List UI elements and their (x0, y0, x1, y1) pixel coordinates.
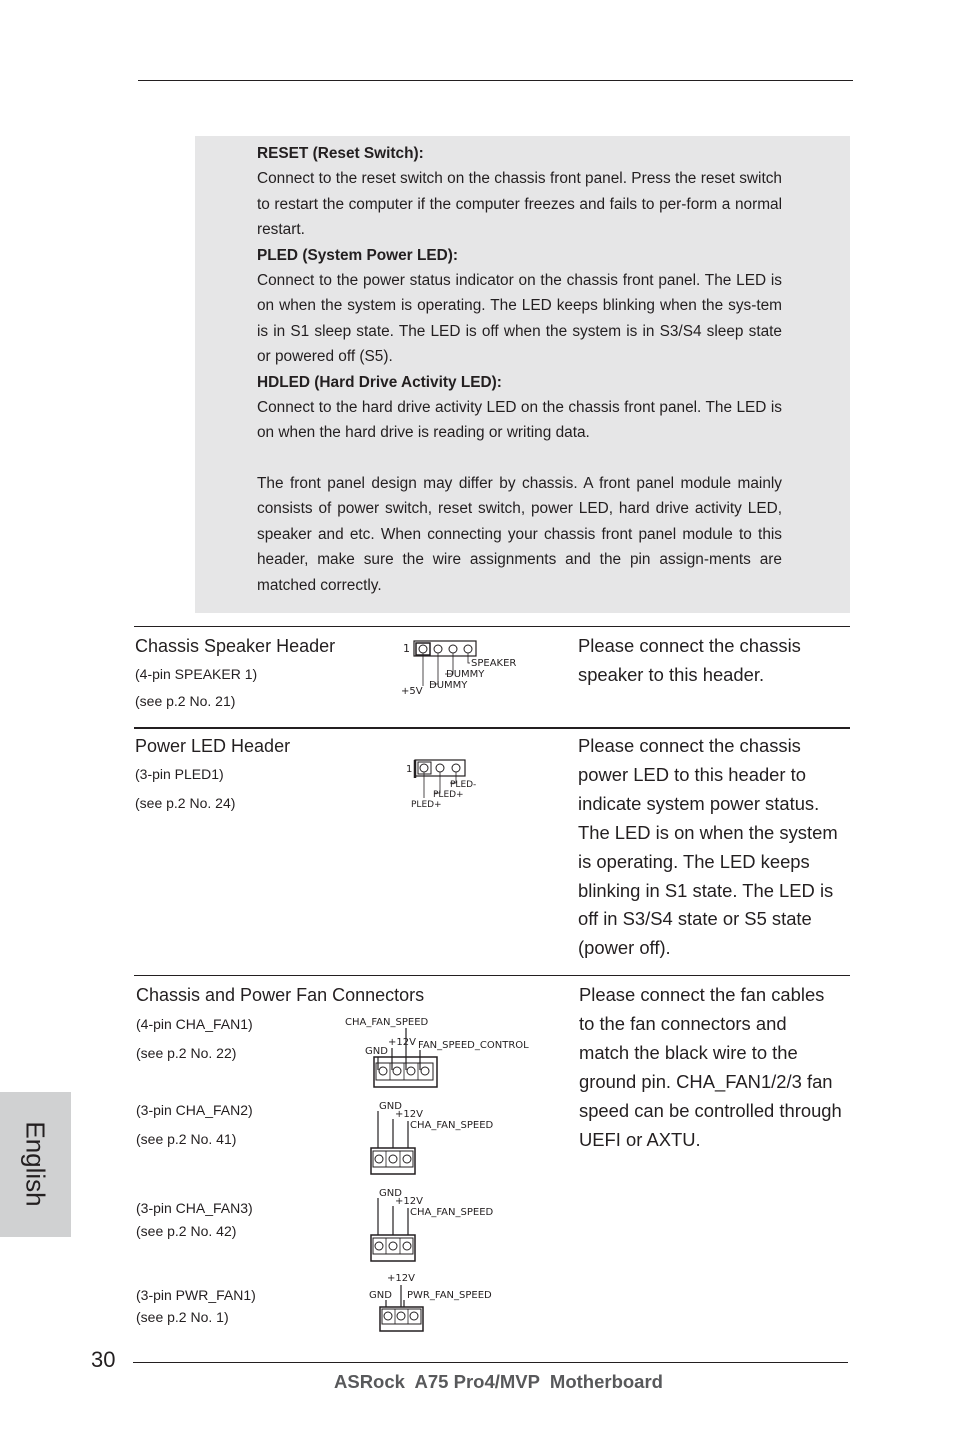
connector-slot (373, 1238, 413, 1254)
pled-desc-line: is operating. The LED keeps (578, 850, 810, 872)
pin (419, 645, 427, 653)
pin (436, 764, 444, 772)
fans-desc-line: Please connect the fan cables (579, 984, 825, 1005)
cha-fan1-ref: (see p.2 No. 22) (136, 1045, 237, 1061)
gnd-label: GND (379, 1101, 402, 1112)
pled-plus-label: PLED+ (433, 790, 464, 800)
top-rule (138, 80, 853, 81)
fans-desc-line: ground pin. CHA_FAN1/2/3 fan (579, 1070, 833, 1092)
pin (420, 764, 428, 772)
connector-slot (382, 1309, 421, 1324)
pled-header-diagram (400, 756, 490, 812)
reset-text: Connect to the reset switch on the chassis front panel. Press the reset switch to restart the computer if the computer freezes and fails to per-form a normal restart. (257, 170, 782, 239)
pin (421, 1067, 429, 1075)
cha-fan2-ref: (see p.2 No. 41) (136, 1131, 237, 1147)
pin (384, 1312, 392, 1320)
pled-desc-line: power LED to this header to (578, 763, 806, 785)
cha-fan2-diagram (365, 1098, 510, 1178)
product-name: ASRock A75 Pro4/MVP Motherboard (334, 1371, 663, 1392)
pled-desc-line: (power off). (578, 937, 671, 959)
pin (449, 645, 457, 653)
cha-fan3-diagram (365, 1185, 510, 1265)
dummy-pin-label: DUMMY (429, 680, 468, 691)
pin (407, 1067, 415, 1075)
panel-text: The front panel design may differ by chassis. A front panel module mainly consists of power switch, reset switch, power LED, hard drive activity LED, speaker and etc. When connecting your chassis front panel module to this header, make sure the wire assignments and the pin assign-ments are matched correctly. (257, 474, 782, 594)
pin (379, 1067, 387, 1075)
gnd-label: GND (379, 1188, 402, 1199)
pled-plus-label: PLED+ (411, 800, 442, 810)
wire (468, 653, 470, 663)
fans-description (579, 981, 869, 1154)
connector-slot (373, 1151, 413, 1167)
connector-slot (376, 1063, 433, 1080)
speaker-ref: (see p.2 No. 21) (135, 693, 236, 709)
pwr-fan1-pins: (3-pin PWR_FAN1) (136, 1287, 256, 1303)
speaker-pins: (4-pin SPEAKER 1) (135, 666, 258, 682)
fans-desc-line: match the black wire to the (579, 1041, 798, 1063)
plus12v-label: +12V (395, 1196, 423, 1207)
pin (397, 1312, 405, 1320)
pled-minus-label: PLED- (450, 780, 477, 790)
pled-pins: (3-pin PLED1) (135, 766, 224, 782)
language-label: English (20, 1121, 51, 1207)
fans-desc-line: UEFI or AXTU. (579, 1128, 701, 1150)
fans-title: Chassis and Power Fan Connectors (136, 985, 425, 1005)
pwr-fan1-ref: (see p.2 No. 1) (136, 1309, 229, 1325)
connector-housing (371, 1235, 415, 1261)
fans-desc-line: speed can be controlled through (579, 1099, 842, 1121)
pled-text: Connect to the power status indicator on the chassis front panel. The LED is on when the system is operating. The LED keeps blinking when the sys-tem is in S1 sleep state. The LED is off when the system is in S3/S4 sleep state or powered off (S5). (257, 272, 782, 366)
pled-desc-line: Please connect the chassis (578, 735, 801, 756)
pled-desc-line: The LED is on when the system (578, 821, 838, 843)
speed-label: PWR_FAN_SPEED (407, 1290, 492, 1301)
speaker-desc-line: speaker to this header. (578, 663, 765, 685)
speed-control-label: FAN_SPEED_CONTROL (418, 1040, 529, 1051)
fans-desc-line: to the fan connectors and (579, 1012, 787, 1034)
pin (410, 1312, 418, 1320)
pin1-label: 1 (403, 642, 410, 655)
speed-label: CHA_FAN_SPEED (410, 1207, 494, 1218)
language-tab (0, 1092, 71, 1237)
pin (464, 645, 472, 653)
cha-fan2-pins: (3-pin CHA_FAN2) (136, 1102, 253, 1118)
pled-title: Power LED Header (135, 736, 291, 756)
speaker-header-diagram (395, 636, 530, 698)
hdled-heading: HDLED (Hard Drive Activity LED): (257, 373, 502, 391)
pin1-label: 1 (406, 764, 413, 775)
pin (389, 1155, 397, 1163)
pled-desc-line: off in S3/S4 state or S5 state (578, 908, 812, 930)
page-number: 30 (91, 1347, 116, 1372)
plus12v-label: +12V (395, 1109, 423, 1120)
plus12v-label: +12V (387, 1273, 415, 1284)
pwr-fan1-diagram (365, 1270, 505, 1336)
front-panel-notes (257, 141, 782, 598)
speaker-desc-line: Please connect the chassis (578, 635, 801, 656)
speed-label: CHA_FAN_SPEED (410, 1120, 494, 1131)
dummy-pin-label: DUMMY (446, 669, 485, 680)
gnd-label: GND (365, 1046, 388, 1057)
pin (452, 764, 460, 772)
pin (393, 1067, 401, 1075)
pin (434, 645, 442, 653)
section-rule (134, 975, 850, 976)
pled-desc-line: indicate system power status. (578, 792, 820, 814)
pled-heading: PLED (System Power LED): (257, 246, 458, 264)
reset-heading: RESET (Reset Switch): (257, 145, 424, 162)
speaker-title: Chassis Speaker Header (135, 636, 336, 656)
footer-rule (133, 1362, 848, 1363)
pin (375, 1155, 383, 1163)
pled-desc-line: blinking in S1 state. The LED is (578, 879, 834, 901)
hdled-text: Connect to the hard drive activity LED on the chassis front panel. The LED is on when the hard drive is reading or writing data. (257, 399, 782, 442)
cha-fan1-diagram (340, 1010, 550, 1092)
speaker-pin-label: SPEAKER (471, 658, 517, 669)
pin (403, 1242, 411, 1250)
pin (389, 1242, 397, 1250)
plus5v-pin-label: +5V (401, 686, 423, 697)
cha-fan3-pins: (3-pin CHA_FAN3) (136, 1200, 253, 1216)
section-rule (134, 727, 850, 729)
section-rule (134, 626, 850, 627)
cha-fan3-ref: (see p.2 No. 42) (136, 1223, 237, 1239)
connector-housing (371, 1148, 415, 1174)
plus12v-label: +12V (388, 1037, 416, 1048)
pled-description (578, 732, 868, 963)
pled-ref: (see p.2 No. 24) (135, 795, 236, 811)
pin (375, 1242, 383, 1250)
speed-label: CHA_FAN_SPEED (345, 1017, 429, 1028)
speaker-description (578, 632, 868, 690)
gnd-label: GND (369, 1290, 392, 1301)
cha-fan1-pins: (4-pin CHA_FAN1) (136, 1016, 253, 1032)
pin (403, 1155, 411, 1163)
